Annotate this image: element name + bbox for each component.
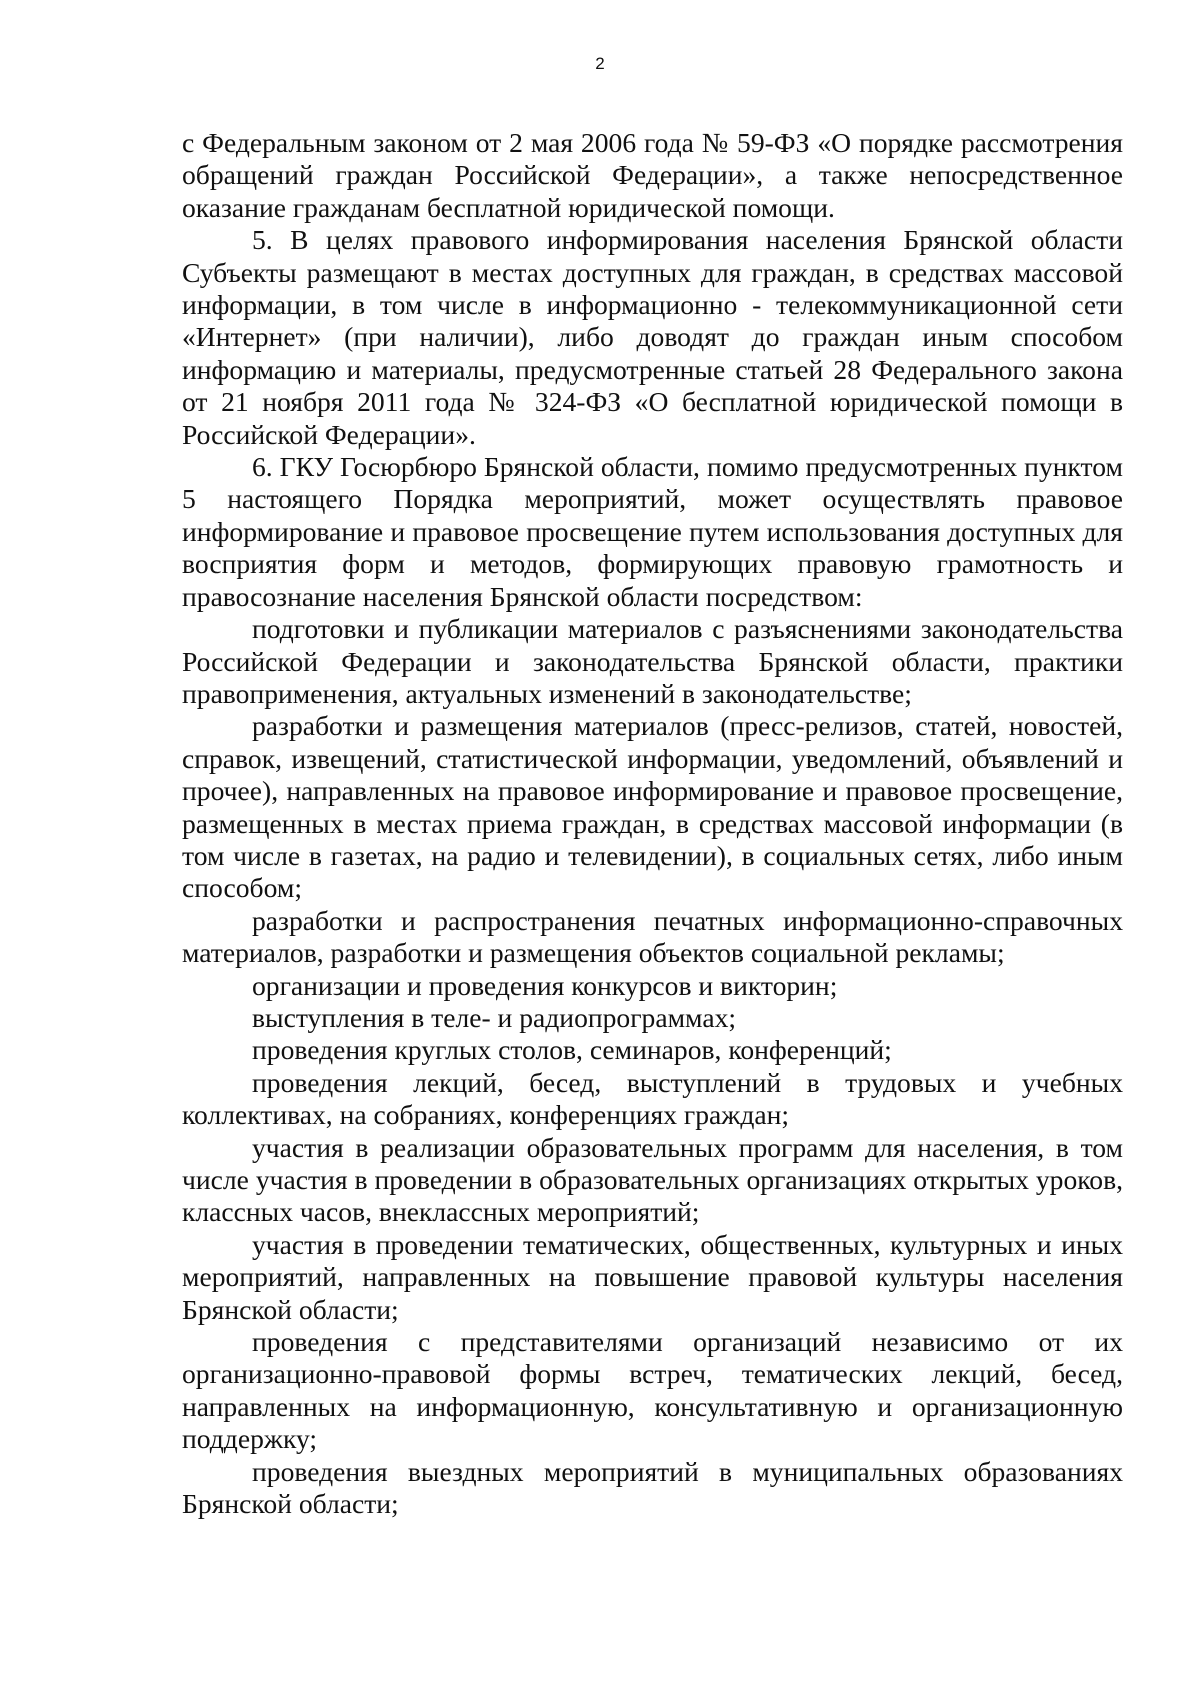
list-item-round-tables: проведения круглых столов, семинаров, конференций;	[252, 1034, 892, 1066]
list-item-publications: подготовки и публикации материалов с разъяснениями законодательства Российской Федерации и законодательства Брянской области, практики правоприменения, актуальных изменений в законодательстве;	[182, 613, 1123, 709]
list-item-tv-radio: выступления в теле- и радиопрограммах;	[252, 1001, 737, 1033]
paragraph-item-5: 5. В целях правового информирования населения Брянской области Субъекты размещают в местах доступных для граждан, в средствах массовой информации, в том числе в информационно - телекоммуникационной сети «Интернет» (при наличии), либо доводят до граждан иным способом информацию и материалы, предусмотренные статьей 28 Федерального закона от 21 ноября 2011 года № 324-ФЗ «О бесплатной юридической помощи в Российской Федерации».	[182, 224, 1123, 450]
list-item-materials: разработки и размещения материалов (пресс-релизов, статей, новостей, справок, извещений, статистической информации, уведомлений, объявлений и прочее), направленных на правовое информирование и правовое просвещение, размещенных в местах приема граждан, в средствах массовой информации (в том числе в газетах, на радио и телевидении), в социальных сетях, либо иным способом;	[182, 710, 1123, 904]
list-item-lectures: проведения лекций, бесед, выступлений в трудовых и учебных коллективах, на собраниях, конференциях граждан;	[182, 1066, 1123, 1131]
paragraph-continuation: с Федеральным законом от 2 мая 2006 года № 59-ФЗ «О порядке рассмотрения обращений граждан Российской Федерации», а также непосредственное оказание гражданам бесплатной юридической помощи.	[182, 127, 1123, 223]
document-body	[182, 127, 1123, 1520]
paragraph-item-6: 6. ГКУ Госюрбюро Брянской области, помимо предусмотренных пунктом 5 настоящего Порядка мероприятий, может осуществлять правовое информирование и правовое просвещение путем использования доступных для восприятия форм и методов, формирующих правовую грамотность и правосознание населения Брянской области посредством:	[182, 451, 1123, 612]
list-item-meetings: проведения с представителями организаций независимо от их организационно-правовой формы встреч, тематических лекций, бесед, направленных на информационную, консультативную и организационную поддержку;	[182, 1326, 1123, 1455]
page-number: 2	[595, 54, 605, 73]
list-item-thematic-events: участия в проведении тематических, общественных, культурных и иных мероприятий, направленных на повышение правовой культуры населения Брянской области;	[182, 1228, 1123, 1325]
list-item-contests: организации и проведения конкурсов и викторин;	[252, 969, 838, 1001]
list-item-education-programs: участия в реализации образовательных программ для населения, в том числе участия в проведении в образовательных организациях открытых уроков, классных часов, внеклассных мероприятий;	[182, 1131, 1123, 1228]
list-item-field-events: проведения выездных мероприятий в муниципальных образованиях Брянской области;	[182, 1455, 1123, 1520]
list-item-printed-materials: разработки и распространения печатных информационно-справочных материалов, разработки и размещения объектов социальной рекламы;	[182, 904, 1123, 969]
